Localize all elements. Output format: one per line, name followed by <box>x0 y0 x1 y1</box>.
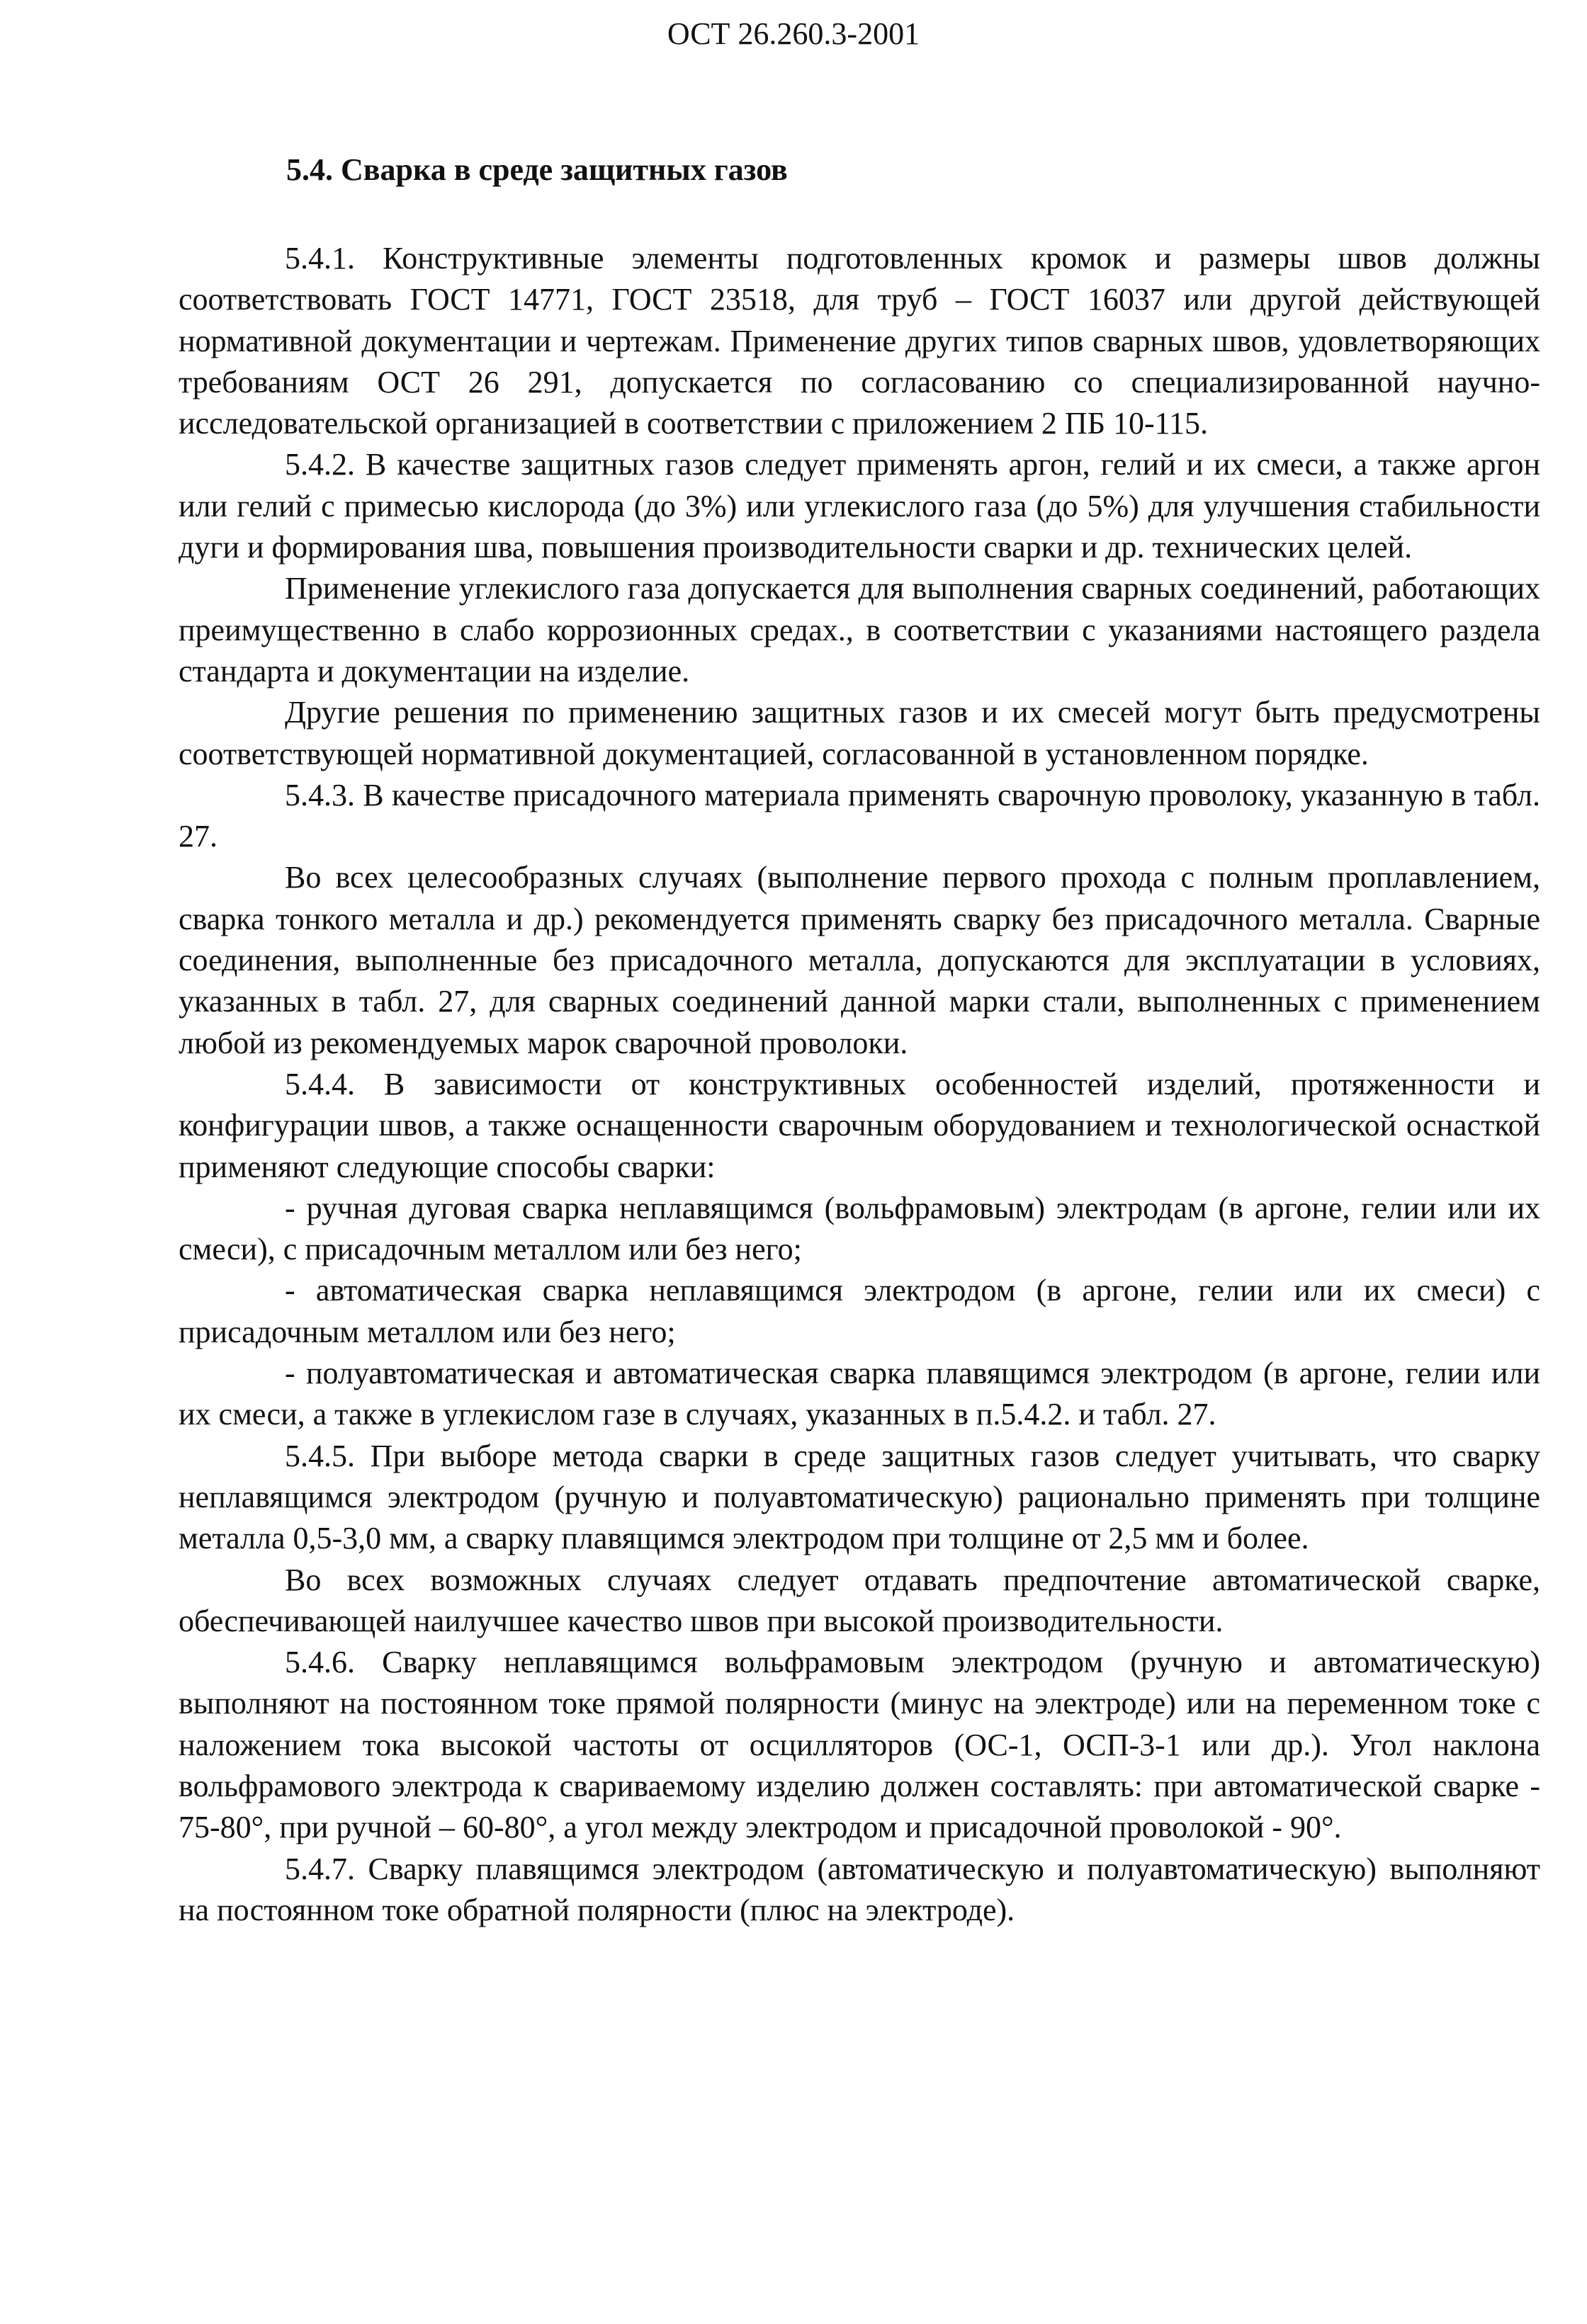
list-item: - полуавтоматическая и автоматическая сварка плавящимся электродом (в аргоне, гелии или их смеси, а также в углекислом газе в случаях, указанных в п.5.4.2. и табл. 27. <box>179 1356 1540 1432</box>
paragraph-5-4-7: 5.4.7. Сварку плавящимся электродом (автоматическую и полуавтоматическую) выполняют на постоянном токе обратной полярности (плюс на электроде). <box>179 1851 1540 1927</box>
paragraph-automatic-preference: Во всех возможных случаях следует отдавать предпочтение автоматической сварке, обеспечивающей наилучшее качество швов при высокой производительности. <box>179 1562 1540 1638</box>
paragraph-5-4-3: 5.4.3. В качестве присадочного материала применять сварочную проволоку, указанную в табл. 27. <box>179 777 1540 854</box>
document-number-header: ОСТ 26.260.3-2001 <box>667 16 920 51</box>
list-item: - автоматическая сварка неплавящимся электродом (в аргоне, гелии или их смеси) с присадочным металлом или без него; <box>179 1273 1540 1349</box>
section-title: 5.4. Сварка в среде защитных газов <box>286 152 788 187</box>
list-item: - ручная дуговая сварка неплавящимся (вольфрамовым) электродам (в аргоне, гелии или их смеси), с присадочным металлом или без него; <box>179 1190 1540 1267</box>
paragraph-co2-usage: Применение углекислого газа допускается для выполнения сварных соединений, работающих преимущественно в слабо коррозионных средах., в соответствии с указаниями настоящего раздела стандарта и документации на изделие. <box>179 571 1540 688</box>
paragraph-5-4-4: 5.4.4. В зависимости от конструктивных особенностей изделий, протяженности и конфигурации швов, а также оснащенности сварочным оборудованием и технологической оснасткой применяют следующие способы сварки: <box>179 1066 1540 1184</box>
paragraph-no-filler-metal: Во всех целесообразных случаях (выполнение первого прохода с полным проплавлением, сварка тонкого металла и др.) рекомендуется применять сварку без присадочного металла. Сварные соединения, выполненные без присадочного металла, допускаются для эксплуатации в условиях, указанных в табл. 27, для сварных соединений данной марки стали, выполненных с применением любой из рекомендуемых марок сварочной проволоки. <box>179 860 1540 1060</box>
paragraph-5-4-1: 5.4.1. Конструктивные элементы подготовленных кромок и размеры швов должны соответствовать ГОСТ 14771, ГОСТ 23518, для труб – ГОСТ 16037 или другой действующей нормативной документации и чертежам. Применение других типов сварных швов, удовлетворяющих требованиям ОСТ 26 291, допускается по согласованию со специализированной научно-исследовательской организацией в соответствии с приложением 2 ПБ 10-115. <box>179 241 1540 441</box>
paragraph-other-solutions: Другие решения по применению защитных газов и их смесей могут быть предусмотрены соответствующей нормативной документацией, согласованной в установленном порядке. <box>179 695 1540 771</box>
section-body <box>179 238 1540 1931</box>
paragraph-5-4-6: 5.4.6. Сварку неплавящимся вольфрамовым электродом (ручную и автоматическую) выполняют на постоянном токе прямой полярности (минус на электроде) или на переменном токе с наложением тока высокой частоты от осцилляторов (ОС-1, ОСП-3-1 или др.). Угол наклона вольфрамового электрода к свариваемому изделию должен составлять: при автоматической сварке - 75-80°, при ручной – 60-80°, а угол между электродом и присадочной проволокой - 90°. <box>179 1645 1540 1845</box>
paragraph-5-4-5: 5.4.5. При выборе метода сварки в среде защитных газов следует учитывать, что сварку неплавящимся электродом (ручную и полуавтоматическую) рационально применять при толщине металла 0,5-3,0 мм, а сварку плавящимся электродом при толщине от 2,5 мм и более. <box>179 1438 1540 1556</box>
paragraph-5-4-2: 5.4.2. В качестве защитных газов следует применять аргон, гелий и их смеси, а также аргон или гелий с примесью кислорода (до 3%) или углекислого газа (до 5%) для улучшения стабильности дуги и формирования шва, повышения производительности сварки и др. технических целей. <box>179 447 1540 565</box>
